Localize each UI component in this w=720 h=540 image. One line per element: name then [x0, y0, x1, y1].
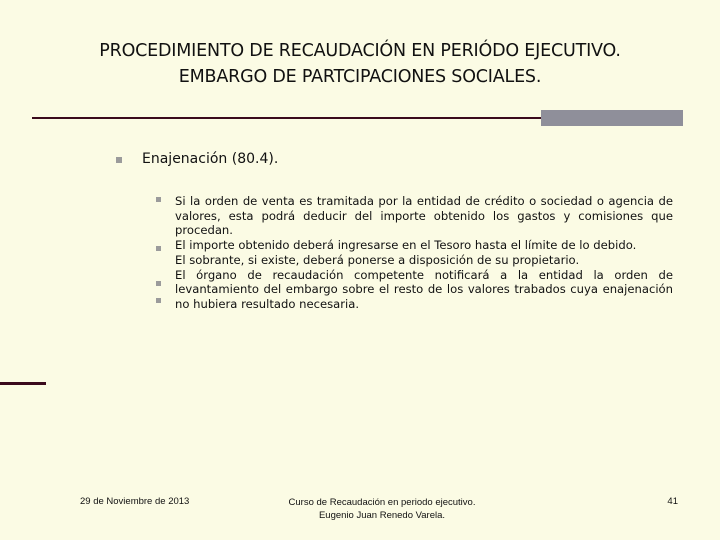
footer-date: 29 de Noviembre de 2013	[80, 496, 190, 507]
slide-title-line-1: PROCEDIMIENTO DE RECAUDACIÓN EN PERIÓDO EJECUTIVO.	[99, 41, 621, 61]
list-item: El órgano de recaudación competente notificará a la entidad la orden de levantamiento del embargo sobre el resto de los valores trabados cuya enajenación no hubiera resultado necesaria.	[175, 267, 673, 311]
section-heading: Enajenación (80.4).	[142, 151, 279, 167]
square-bullet-icon	[156, 197, 161, 202]
page-number: 41	[667, 496, 678, 507]
square-bullet-icon	[116, 157, 122, 163]
slide-title	[40, 38, 680, 90]
footer-course-line-1: Curso de Recaudación en periodo ejecutivo.	[288, 497, 476, 508]
square-bullet-icon	[156, 246, 161, 251]
list-item: Si la orden de venta es tramitada por la entidad de crédito o sociedad o agencia de valores, esta podrá deducir del importe obtenido los gastos y comisiones que procedan.	[175, 194, 673, 238]
footer-course-line-2: Eugenio Juan Renedo Varela.	[318, 510, 446, 521]
list-item: El sobrante, si existe, deberá ponerse a disposición de su propietario.	[175, 252, 580, 267]
left-accent-bar	[0, 120, 46, 385]
divider-accent-block	[541, 110, 683, 126]
square-bullet-icon	[156, 298, 161, 303]
list-item: El importe obtenido deberá ingresarse en el Tesoro hasta el límite de lo debido.	[175, 238, 637, 253]
footer-course	[250, 496, 514, 522]
sub-bullet-list	[175, 194, 673, 312]
slide-title-line-2: EMBARGO DE PARTCIPACIONES SOCIALES.	[178, 67, 542, 87]
square-bullet-icon	[156, 281, 161, 286]
